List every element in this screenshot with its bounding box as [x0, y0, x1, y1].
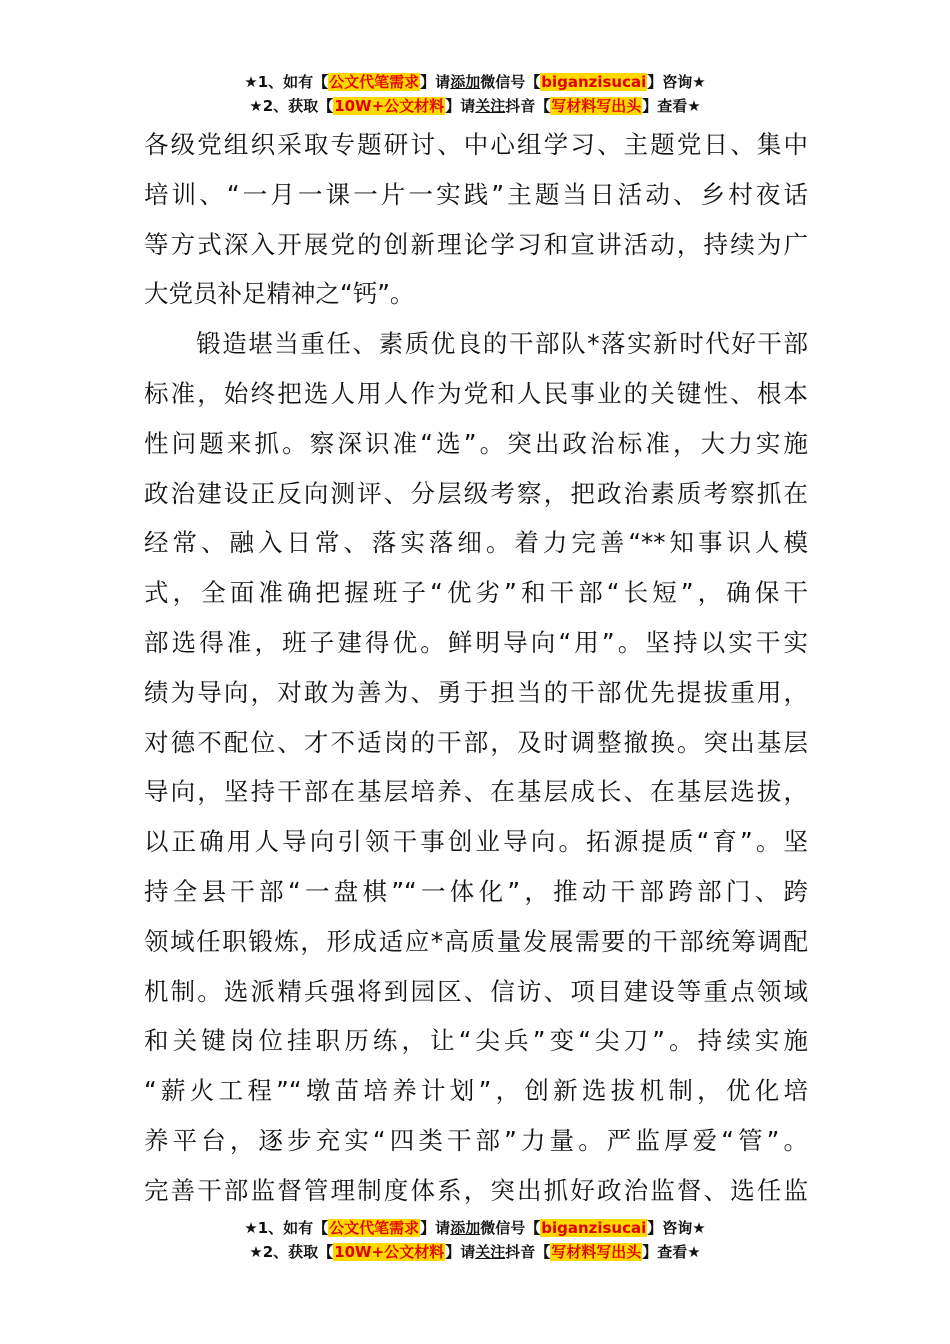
banner-text: 】咨询★ — [647, 73, 706, 91]
text-line: 持全县干部“一盘棋”“一体化”，推动干部跨部门、跨 — [144, 876, 808, 906]
text-line: 等方式深入开展党的创新理论学习和宣讲活动，持续为广 — [144, 229, 808, 259]
text-line: 部选得准，班子建得优。鲜明导向“用”。坚持以实干实 — [144, 627, 808, 657]
banner-line-2 — [0, 94, 950, 118]
banner-text: 】请 — [445, 1243, 476, 1261]
banner-highlight: 10W+公文材料 — [334, 1243, 445, 1261]
banner-text: 微信号【 — [480, 1219, 541, 1237]
banner-text: 】查看★ — [642, 97, 701, 115]
banner-text: 微信号【 — [480, 73, 541, 91]
text-line: 经常、融入日常、落实落细。着力完善“**知事识人模 — [144, 528, 808, 558]
banner-highlight: 10W+公文材料 — [334, 97, 445, 115]
text-line: 各级党组织采取专题研讨、中心组学习、主题党日、集中 — [144, 130, 808, 159]
banner-highlight: 公文代笔需求 — [329, 73, 420, 91]
banner-underline: 关注 — [475, 97, 506, 115]
banner-text: 抖音【 — [505, 1243, 551, 1261]
banner-highlight: 写材料写出头 — [551, 1243, 642, 1261]
text-line: 完善干部监督管理制度体系，突出抓好政治监督、选任监 — [144, 1175, 808, 1205]
banner-underline: 添加 — [450, 1219, 481, 1237]
text-line: 式，全面准确把握班子“优劣”和干部“长短”，确保干 — [144, 578, 808, 608]
banner-line-1 — [0, 70, 950, 94]
banner-text: ★2、获取【 — [249, 1243, 334, 1261]
header-banner — [0, 70, 950, 118]
banner-line-2 — [0, 1240, 950, 1264]
text-line: 对德不配位、才不适岗的干部，及时调整撤换。突出基层 — [144, 727, 808, 757]
banner-underline: 关注 — [475, 1243, 506, 1261]
banner-text: ★1、如有【 — [244, 73, 329, 91]
text-line: 导向，坚持干部在基层培养、在基层成长、在基层选拔， — [144, 777, 808, 807]
footer-banner — [0, 1216, 950, 1264]
text-line: 锻造堪当重任、素质优良的干部队*落实新时代好干部 — [144, 329, 808, 359]
document-body — [144, 120, 808, 1216]
banner-highlight: 写材料写出头 — [551, 97, 642, 115]
banner-text: 抖音【 — [505, 97, 551, 115]
banner-text: 】查看★ — [642, 1243, 701, 1261]
text-line: 和关键岗位挂职历练，让“尖兵”变“尖刀”。持续实施 — [144, 1026, 808, 1056]
text-line: 性问题来抓。察深识准“选”。突出政治标准，大力实施 — [144, 428, 808, 458]
text-line: 政治建设正反向测评、分层级考察，把政治素质考察抓在 — [144, 478, 808, 508]
banner-text: ★2、获取【 — [249, 97, 334, 115]
banner-highlight: 公文代笔需求 — [329, 1219, 420, 1237]
banner-line-1 — [0, 1216, 950, 1240]
banner-text: 】咨询★ — [647, 1219, 706, 1237]
text-line: 绩为导向，对敢为善为、勇于担当的干部优先提拔重用， — [144, 677, 808, 707]
banner-highlight: biganzisucai — [541, 1219, 647, 1237]
text-line: 以正确用人导向引领干事创业导向。拓源提质“育”。坚 — [144, 827, 808, 857]
banner-highlight: biganzisucai — [541, 73, 647, 91]
text-line: 大党员补足精神之“钙”。 — [144, 279, 415, 309]
banner-text: 】请 — [445, 97, 476, 115]
banner-text: ★1、如有【 — [244, 1219, 329, 1237]
text-line: 养平台，逐步充实“四类干部”力量。严监厚爱“管”。 — [144, 1125, 808, 1155]
text-line: 机制。选派精兵强将到园区、信访、项目建设等重点领域 — [144, 976, 808, 1006]
banner-underline: 添加 — [450, 73, 481, 91]
text-line: 标准，始终把选人用人作为党和人民事业的关键性、根本 — [144, 378, 808, 408]
banner-text: 】请 — [420, 73, 451, 91]
text-line: 培训、“一月一课一片一实践”主题当日活动、乡村夜话 — [144, 179, 808, 209]
text-line: 领域任职锻炼，形成适应*高质量发展需要的干部统筹调配 — [144, 926, 808, 956]
text-line: “薪火工程”“墩苗培养计划”，创新选拔机制，优化培 — [144, 1076, 808, 1106]
banner-text: 】请 — [420, 1219, 451, 1237]
